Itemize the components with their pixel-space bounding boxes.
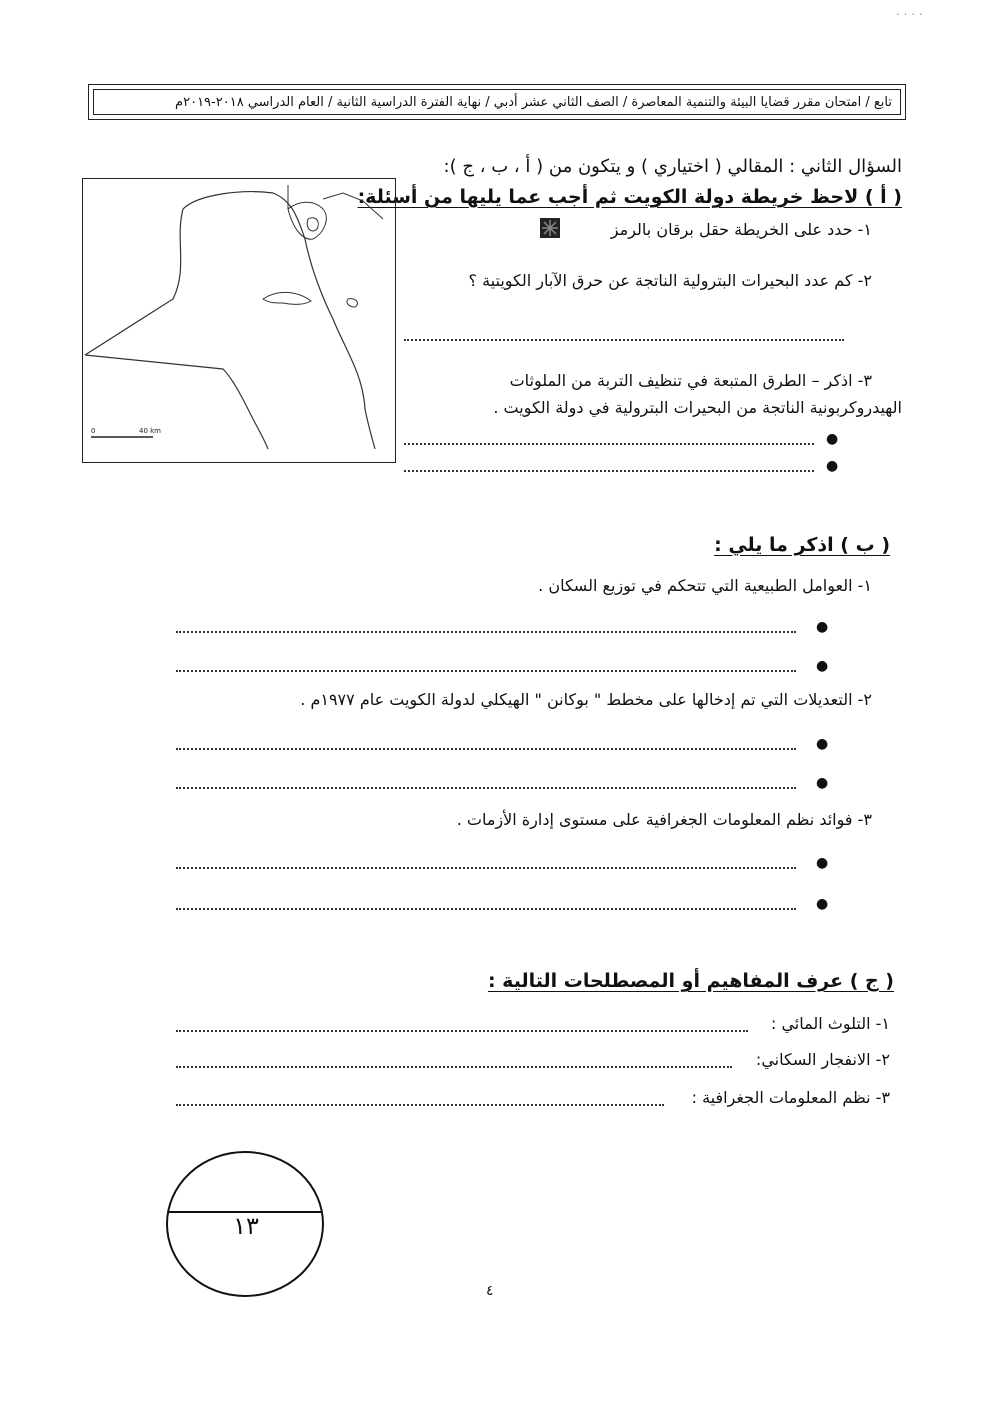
- answer-line[interactable]: [404, 339, 844, 341]
- page-number: ٤: [486, 1283, 494, 1299]
- kuwait-map-outline: [83, 179, 395, 462]
- part-c-item-3: ٣- نظم المعلومات الجغرافية :: [691, 1088, 890, 1107]
- bullet: ●: [816, 775, 829, 791]
- answer-line[interactable]: [176, 1066, 732, 1068]
- bullet: ●: [816, 855, 829, 871]
- bullet: ●: [816, 619, 829, 635]
- answer-line[interactable]: [404, 470, 814, 472]
- question-two-title: السؤال الثاني : المقالي ( اختياري ) و يتكون من ( أ ، ب ، ج ):: [443, 156, 902, 177]
- answer-line[interactable]: [176, 1030, 748, 1032]
- exam-header-text: تابع / امتحان مقرر قضايا البيئة والتنمية المعاصرة / الصف الثاني عشر أدبي / نهاية الفترة الدراسية الثانية / العام الدراسي ٢٠١٨-٢٠١٩م: [93, 89, 901, 115]
- map-scale-end: 40 km: [139, 427, 162, 435]
- part-b-item-1: ١- العوامل الطبيعية التي تتحكم في توزيع السكان .: [538, 576, 872, 595]
- part-c-item-2: ٢- الانفجار السكاني:: [755, 1050, 890, 1069]
- part-c-item-1: ١- التلوث المائي :: [770, 1014, 890, 1033]
- part-a-item-2: ٢- كم عدد البحيرات البترولية الناتجة عن حرق الآبار الكويتية ؟: [468, 271, 872, 290]
- exam-header-box: [88, 84, 906, 120]
- score-value: ١٣: [233, 1212, 259, 1240]
- bullet: ●: [816, 896, 829, 912]
- part-b-item-3: ٣- فوائد نظم المعلومات الجغرافية على مستوى إدارة الأزمات .: [456, 810, 872, 829]
- kuwait-map: [82, 178, 396, 463]
- corner-marks: . . . .: [896, 4, 923, 18]
- answer-line[interactable]: [176, 748, 796, 750]
- oil-field-symbol-icon: [540, 218, 560, 238]
- answer-line[interactable]: [176, 787, 796, 789]
- bullet: ●: [826, 458, 839, 474]
- part-a-item-3: ٣- اذكر – الطرق المتبعة في تنظيف التربة من الملوثات: [509, 371, 872, 390]
- answer-line[interactable]: [176, 1104, 664, 1106]
- bullet: ●: [816, 658, 829, 674]
- map-scale-start: 0: [91, 427, 96, 435]
- part-b-item-2: ٢- التعديلات التي تم إدخالها على مخطط " بوكانن " الهيكلي لدولة الكويت عام ١٩٧٧م .: [300, 690, 872, 709]
- part-a-item-3-cont: الهيدروكربونية الناتجة من البحيرات البترولية في دولة الكويت .: [493, 398, 902, 417]
- bullet: ●: [816, 736, 829, 752]
- part-b-title: ( ب ) اذكر ما يلي :: [714, 534, 890, 556]
- part-a-item-1: ١- حدد على الخريطة حقل برقان بالرمز: [610, 220, 872, 239]
- answer-line[interactable]: [176, 631, 796, 633]
- answer-line[interactable]: [404, 443, 814, 445]
- answer-line[interactable]: [176, 908, 796, 910]
- bullet: ●: [826, 431, 839, 447]
- answer-line[interactable]: [176, 670, 796, 672]
- part-a-title: ( أ ) لاحظ خريطة دولة الكويت ثم أجب عما يليها من أسئلة:: [357, 186, 902, 208]
- answer-line[interactable]: [176, 867, 796, 869]
- part-c-title: ( ج ) عرف المفاهيم أو المصطلحات التالية :: [487, 970, 894, 992]
